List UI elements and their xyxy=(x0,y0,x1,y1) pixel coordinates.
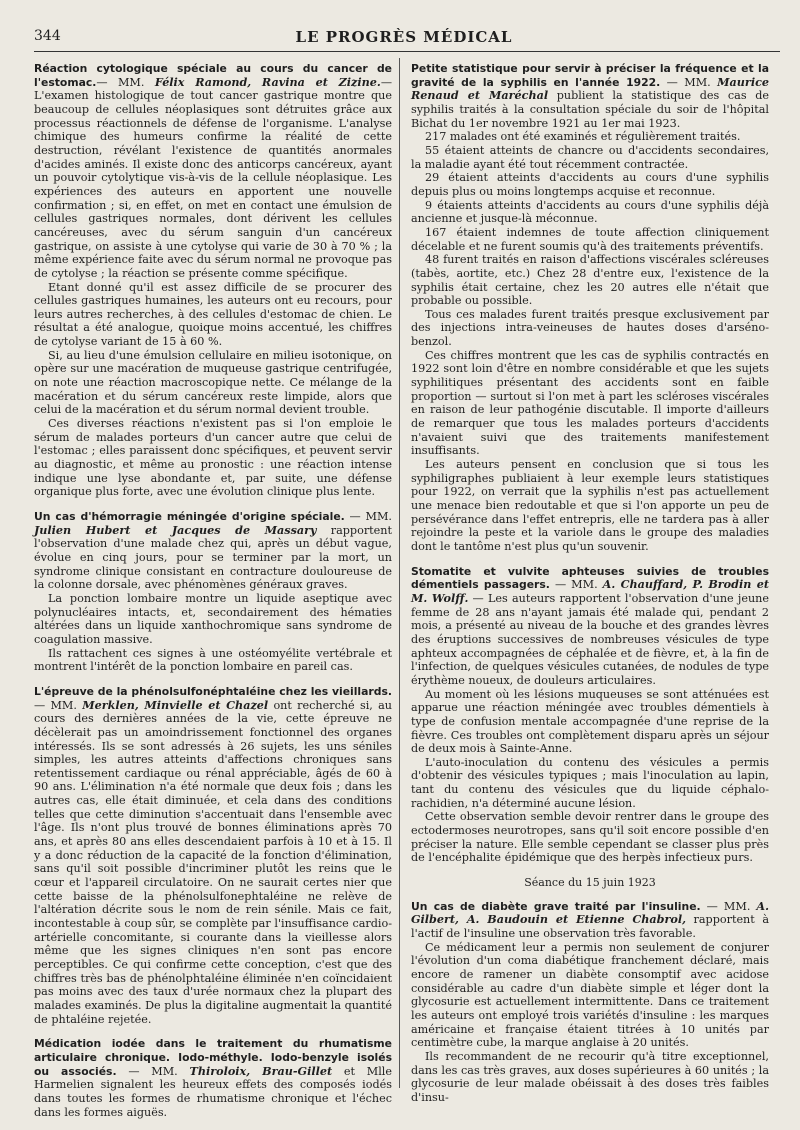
article-paragraph xyxy=(34,1037,392,1119)
paragraph-text: Les auteurs pensent en conclusion que si tous les syphiligraphes publiaient à leur exemple leurs statistiques pour 1922, on verrait que la syphilis n'est pas actuellement une menace bien redoutable et que si l'on apporte un peu de persévérance dans l'effet entrepris, elle ne tardera pas à aller rejoindre la peste et la variole dans le groupe des maladies dont le tantôme n'est plus qu'un souvenir. xyxy=(411,458,769,553)
article-lead: — MM. xyxy=(344,510,392,523)
article-paragraph xyxy=(411,565,769,688)
paragraph-text: et Mlle Harmelien signalent les heureux effets des composés iodés dans toutes les formes de rhumatisme chronique et l'échec dans les formes aiguës. xyxy=(34,1064,393,1119)
right-column xyxy=(411,62,769,1116)
article-paragraph xyxy=(411,810,769,865)
seance-heading: Séance du 15 juin 1923 xyxy=(524,876,656,890)
article xyxy=(34,1037,392,1119)
article-title: Réaction cytologique spéciale au cours du cancer de l'estomac. xyxy=(34,62,392,89)
paragraph-text: rapportent à l'actif de l'insuline une observation très favorable. xyxy=(411,913,769,941)
article-authors: A. Gilbert, A. Baudouin et Etienne Chabrol, xyxy=(411,898,769,927)
article xyxy=(34,510,392,674)
paragraph-text: 167 étaient indemnes de toute affection cliniquement décelable et ne furent soumis qu'à des traitements préventifs. xyxy=(411,225,769,253)
article-authors: Thiroloix, Brau-Gillet xyxy=(189,1063,333,1078)
article-authors: A. Chauffard, P. Brodin et M. Wolff. xyxy=(411,577,770,605)
paragraph-text: 9 étaients atteints d'accidents au cours d'une syphilis déjà ancienne et jusque-là méconnue. xyxy=(411,198,769,226)
paragraph-text: Si, au lieu d'une émulsion cellulaire en milieu isotonique, on opère sur une macération de muqueuse gastrique centrifugée, on note une réaction macroscopique nette. Ce mélange de la macération et du sérum cancéreux reste limpide, alors que celui de la macération et du sérum normal devient trouble. xyxy=(34,348,392,417)
page-number: 344 xyxy=(34,28,61,44)
left-column xyxy=(34,62,392,1130)
paragraph-text: Au moment où les lésions muqueuses se sont atténuées est apparue une réaction méningée avec troubles démentiels à type de confusion mentale accompagnée d'une reprise de la fièvre. Ces troubles ont complètement disparu après un séjour de deux mois à Sainte-Anne. xyxy=(411,687,769,756)
article-paragraph xyxy=(411,756,769,811)
article-paragraph xyxy=(411,941,769,1050)
article-title: L'épreuve de la phénolsulfonéphtaléine chez les vieillards. xyxy=(34,684,392,698)
paragraph-text: 217 malades ont été examinés et régulièrement traités. xyxy=(425,130,741,144)
article xyxy=(411,565,769,865)
article-paragraph xyxy=(34,685,392,1026)
article xyxy=(411,62,769,554)
article-title: Petite statistique pour servir à préciser la fréquence et la gravité de la syphilis en l'année 1922. xyxy=(411,62,769,89)
paragraph-text: Tous ces malades furent traités presque exclusivement par des injections intra-veineuses de hautes doses d'arséno-benzol. xyxy=(411,307,769,349)
paragraph-text: 48 furent traités en raison d'affections viscérales scléreuses (tabès, aortite, etc.) Chez 28 d'entre eux, l'existence de la syphilis était certaine, chez les 20 autres elle n'était que probable ou possible. xyxy=(411,253,769,308)
paragraph-text: rapportent l'observation d'une malade chez qui, après un début vague, évolue en cinq jours, pour se terminer par la mort, un syndrome clinique consistant en contracture douloureuse de la colonne dorsale, avec phénomènes généraux graves. xyxy=(34,523,392,592)
paragraph-text: — Les auteurs rapportent l'observation d'une jeune femme de 28 ans n'ayant jamais été malade qui, pendant 2 mois, a présenté au niveau de la bouche et des grandes lèvres des éruptions successives de nombreuses vésicules de type aphteux accompagnées de céphalée et de fièvre, et, à la fin de l'infection, de quelques vésicules cutanées, de nodules de type érythème noueux, de douleurs articulaires. xyxy=(411,591,769,687)
paragraph-text: Ces diverses réactions n'existent pas si l'on emploie le sérum de malades porteurs d'un cancer autre que celui de l'estomac ; elles paraissent donc spécifiques, et peuvent servir au diagnostic, et même au pronostic : une réaction intense indique une lyse abondante et, par suite, une défense organique plus forte, avec une évolution clinique plus lente. xyxy=(34,417,392,499)
article xyxy=(411,900,769,1105)
article-paragraph xyxy=(34,62,392,281)
article-paragraph xyxy=(411,458,769,554)
article-paragraph xyxy=(34,510,392,592)
article-paragraph xyxy=(411,688,769,756)
article-paragraph xyxy=(411,253,769,308)
column-divider xyxy=(399,58,400,1088)
article-lead: — MM. xyxy=(34,698,83,712)
paragraph-text: — L'examen histologique de tout cancer gastrique montre que beaucoup de cellules néoplasiques sont détruites grâce aux processus réactionnels de défense de l'organisme. L'analyse chimique des humeurs confirme la réalité de cette destruction, révélant l'existence de quantités anormales d'acides aminés. Il existe donc des anticorps cancéreux, ayant un pouvoir cytolytique vis-à-vis de la cellule néoplasique. Les expériences des auteurs en apportent une nouvelle confirmation ; si, en effet, on met en contact une émulsion de cellules gastriques normales, dont dérivent les cellules cancéreuses, avec du sérum sanguin d'un cancéreux gastrique, on assiste à une cytolyse qui varie de 30 à 70 % ; la même expérience faite avec du sérum normal ne provoque pas de cytolyse ; la réaction se présente comme spécifique. xyxy=(34,75,392,280)
article-paragraph xyxy=(411,130,769,144)
article-lead: — MM. xyxy=(96,75,155,89)
article-paragraph xyxy=(34,417,392,499)
page-header xyxy=(34,28,774,50)
paragraph-text: Ce médicament leur a permis non seulement de conjurer l'évolution d'un coma diabétique franchement déclaré, mais encore de ramener un diabète consomptif avec acidose considérable au cadre d'un diabète simple et léger dont la glycosurie est actuellement intermittente. Dans ce traitement les auteurs ont employé trois variétés d'insuline : les marques américaine et française étaient titrées à 10 unités par centimètre cube, la marque anglaise à 20 unités. xyxy=(411,940,769,1050)
paragraph-text: ont recherché si, au cours des dernières années de la vie, cette épreuve ne décèlerait pas un amoindrissement fonctionnel des organes intéressés. Ils se sont adressés à 26 sujets, les uns séniles simples, les autres atteints d'affections chroniques sans retentissement cardiaque ou rénal appréciable, âgés de 60 à 90 ans. L'élimination n'a été normale que deux fois ; dans les autres cas, elle était diminuée, et cela dans des conditions telles que cette diminution s'accentuait dans l'ensemble avec l'âge. Ils n'ont plus trouvé de bonnes éliminations après 70 ans, et après 80 ans elles descendaient parfois à 10 et à 15. Il y a donc réduction de la capacité de la fonction d'élimination, sans qu'il soit possible d'incriminer plutôt les reins que le cœur et l'appareil circulatoire. On ne saurait certes nier que cette baisse de la phénolsulfonephtaléine ne relève de l'altération décrite sous le nom de rein sénile. Mais ce fait, incontestable à coup sûr, se complète par l'insuffisance cardio-artérielle concomitante, si courante dans la vieillesse alors même que les signes cliniques n'en sont pas encore perceptibles. Ce qui confirme cette conception, c'est que des chiffres très bas de phénolphtaléine éliminée n'en coïncidaient pas moins avec des taux d'urée normaux chez la plupart des malades examinés. De plus la digitaline augmentait la quantité de phtaléine rejetée. xyxy=(34,698,392,1026)
article-title: Un cas d'hémorragie méningée d'origine spéciale. xyxy=(34,510,345,523)
header-rule xyxy=(34,51,780,52)
article-title: Médication iodée dans le traitement du rhumatisme articulaire chronique. Iodo-méthyle. Iodo-benzyle isolés ou associés. xyxy=(34,1037,392,1078)
article-paragraph xyxy=(34,592,392,647)
article-title: Stomatite et vulvite aphteuses suivies de troubles démentiels passagers. xyxy=(411,564,769,592)
article-paragraph xyxy=(411,144,769,171)
paragraph-text: La ponction lombaire montre un liquide aseptique avec polynucléaires intacts, et, secondairement des hématies altérées dans un liquide xanthochromique sans syndrome de coagulation massive. xyxy=(34,591,392,646)
article-paragraph xyxy=(411,308,769,349)
paragraph-text: L'auto-inoculation du contenu des vésicules a permis d'obtenir des vésicules typiques ; mais l'inoculation au lapin, tant du contenu des vésicules que du liquide céphalo-rachidien, n'a déterminé aucune lésion. xyxy=(411,755,769,810)
article xyxy=(34,62,392,499)
article xyxy=(34,685,392,1026)
article-paragraph xyxy=(411,171,769,198)
article-title: Un cas de diabète grave traité par l'insuline. xyxy=(411,899,701,913)
article-authors: Merklen, Minvielle et Chazel xyxy=(82,697,269,712)
paragraph-text: Ils recommandent de ne recourir qu'à titre exceptionnel, dans les cas très graves, aux doses supérieures à 60 unités ; la glycosurie de leur malade obéissait à des doses très faibles d'insu- xyxy=(411,1049,769,1104)
article-paragraph xyxy=(411,199,769,226)
article-lead: — MM. xyxy=(116,1064,190,1078)
article-lead: — MM. xyxy=(700,899,757,913)
article-authors: Félix Ramond, Ravina et Zizine. xyxy=(154,74,381,89)
article-authors: Julien Hubert et Jacques de Massary xyxy=(34,522,317,537)
paragraph-text: 55 étaient atteints de chancre ou d'accidents secondaires, la maladie ayant été tout récemment contractée. xyxy=(411,143,769,171)
journal-title: LE PROGRÈS MÉDICAL xyxy=(295,28,513,46)
article-paragraph xyxy=(411,62,769,130)
article-paragraph xyxy=(411,1050,769,1105)
article-lead: — MM. xyxy=(660,75,718,89)
article-paragraph xyxy=(34,281,392,349)
article-paragraph xyxy=(411,349,769,458)
article-authors: Maurice Renaud et Maréchal xyxy=(411,74,769,103)
article-lead: — MM. xyxy=(549,578,603,592)
paragraph-text: Etant donné qu'il est assez difficile de se procurer des cellules gastriques humaines, les auteurs ont eu recours, pour leurs autres recherches, à des cellules d'estomac de chien. Le résultat a été analogue, quoique moins accentué, les chiffres de cytolyse variant de 15 à 60 %. xyxy=(34,280,392,349)
article-paragraph xyxy=(411,226,769,253)
article-paragraph xyxy=(34,647,392,674)
paragraph-text: Cette observation semble devoir rentrer dans le groupe des ectodermoses neurotropes, sans qu'il soit encore possible d'en préciser la nature. Elle semble cependant se classer plus près de l'encéphalite épidémique que des herpès infectieux purs. xyxy=(411,810,769,865)
article-paragraph xyxy=(34,349,392,417)
paragraph-text: publient la statistique des cas de syphilis traités à la consultation spéciale du soir de l'hôpital Bichat du 1er novembre 1921 au 1er mai 1923. xyxy=(411,89,770,130)
paragraph-text: Ils rattachent ces signes à une ostéomyélite vertébrale et montrent l'intérêt de la ponction lombaire en pareil cas. xyxy=(34,646,392,674)
article-paragraph xyxy=(411,900,769,941)
paragraph-text: 29 étaient atteints d'accidents au cours d'une syphilis depuis plus ou moins longtemps acquise et reconnue. xyxy=(411,171,769,198)
paragraph-text: Ces chiffres montrent que les cas de syphilis contractés en 1922 sont loin d'être en nombre considérable et que les sujets syphilitiques présentant des accidents sont en faible proportion — surtout si l'on met à part les scléroses viscérales en raison de leur pathogénie discutable. Il importe d'ailleurs de remarquer que tous les malades porteurs d'accidents n'avaient suivi que des traitements manifestement insuffisants. xyxy=(411,348,769,458)
